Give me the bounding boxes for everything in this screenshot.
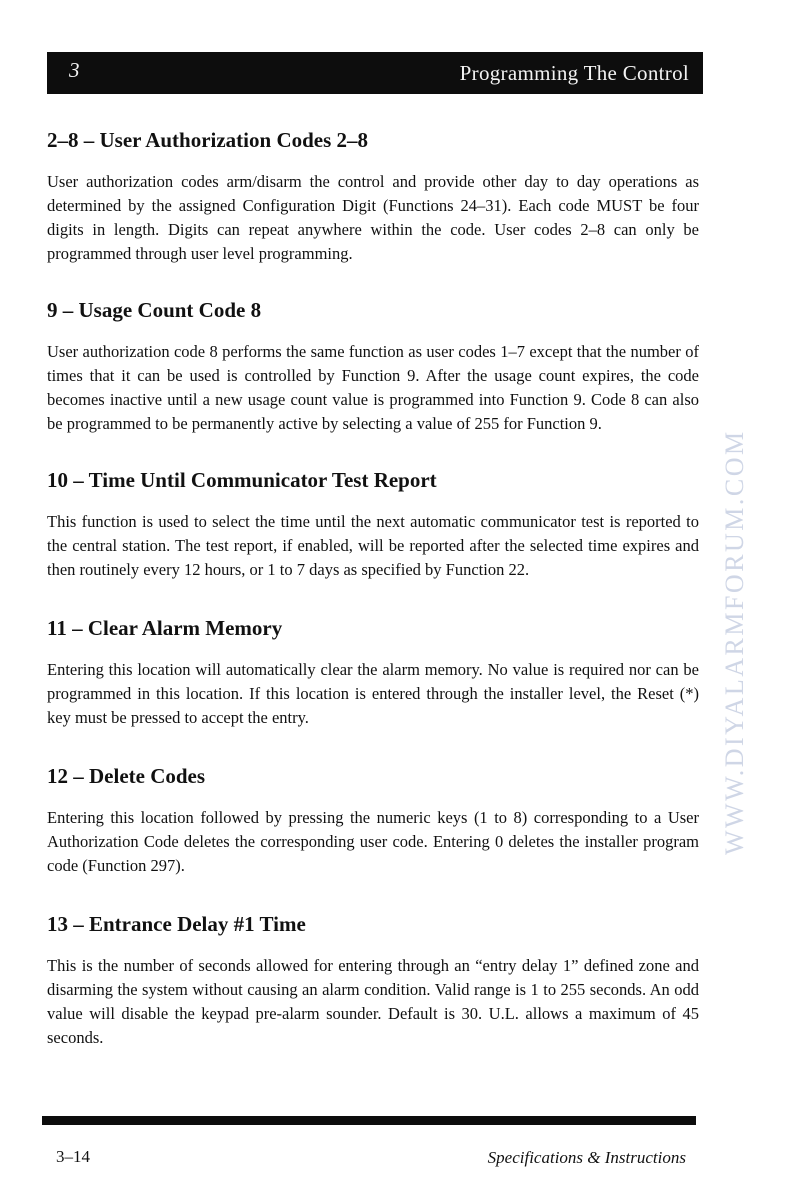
section-body: This function is used to select the time until the next automatic communicator test is reported to the central station. The test report, if enabled, will be reported after the selected time expires and then routinely every 12 hours, or 1 to 7 days as specified by Function 22. xyxy=(47,512,699,579)
section-heading: 11 – Clear Alarm Memory xyxy=(47,616,283,640)
section-usage-count-code xyxy=(47,296,699,436)
section-heading: 9 – Usage Count Code 8 xyxy=(47,298,262,322)
watermark-text: WWW.DIYALARMFORUM.COM xyxy=(720,429,749,855)
section-body: Entering this location will automatically clear the alarm memory. No value is required nor can be programmed in this location. If this location is entered through the installer level, the Reset (*) key must be pressed to accept the entry. xyxy=(47,660,699,727)
section-body: User authorization codes arm/disarm the control and provide other day to day operations as determined by the assigned Configuration Digit (Functions 24–31). Each code MUST be four digits in length. Digits can repeat anywhere within the code. User codes 2–8 can only be programmed through user level programming. xyxy=(47,172,699,263)
page-number: 3–14 xyxy=(56,1147,90,1166)
page-content xyxy=(47,126,699,1050)
section-heading: 2–8 – User Authorization Codes 2–8 xyxy=(47,128,369,152)
chapter-header-bar xyxy=(47,52,703,94)
document-title: Specifications & Instructions xyxy=(487,1148,686,1167)
section-heading: 12 – Delete Codes xyxy=(47,764,206,788)
section-clear-alarm-memory xyxy=(47,614,699,730)
section-entrance-delay xyxy=(47,910,699,1050)
section-communicator-test-report xyxy=(47,466,699,582)
section-body: This is the number of seconds allowed for entering through an “entry delay 1” defined zone and disarming the system without causing an alarm condition. Valid range is 1 to 255 seconds. An odd value will disable the keypad pre-alarm sounder. Default is 30. U.L. allows a maximum of 45 seconds. xyxy=(47,956,699,1047)
footer-rule xyxy=(42,1116,696,1125)
section-body: Entering this location followed by pressing the numeric keys (1 to 8) corresponding to a User Authorization Code deletes the corresponding user code. Entering 0 deletes the installer program code (Function 297). xyxy=(47,808,699,875)
section-user-authorization-codes xyxy=(47,126,699,266)
section-heading: 13 – Entrance Delay #1 Time xyxy=(47,912,306,936)
section-delete-codes xyxy=(47,762,699,878)
chapter-number: 3 xyxy=(69,58,80,82)
section-heading: 10 – Time Until Communicator Test Report xyxy=(47,468,437,492)
chapter-title: Programming The Control xyxy=(459,61,689,85)
section-body: User authorization code 8 performs the same function as user codes 1–7 except that the number of times that it can be used is controlled by Function 9. After the usage count expires, the code becomes inactive until a new usage count value is programmed into Function 9. Code 8 can also be programmed to be permanently active by selecting a value of 255 for Function 9. xyxy=(47,342,699,433)
